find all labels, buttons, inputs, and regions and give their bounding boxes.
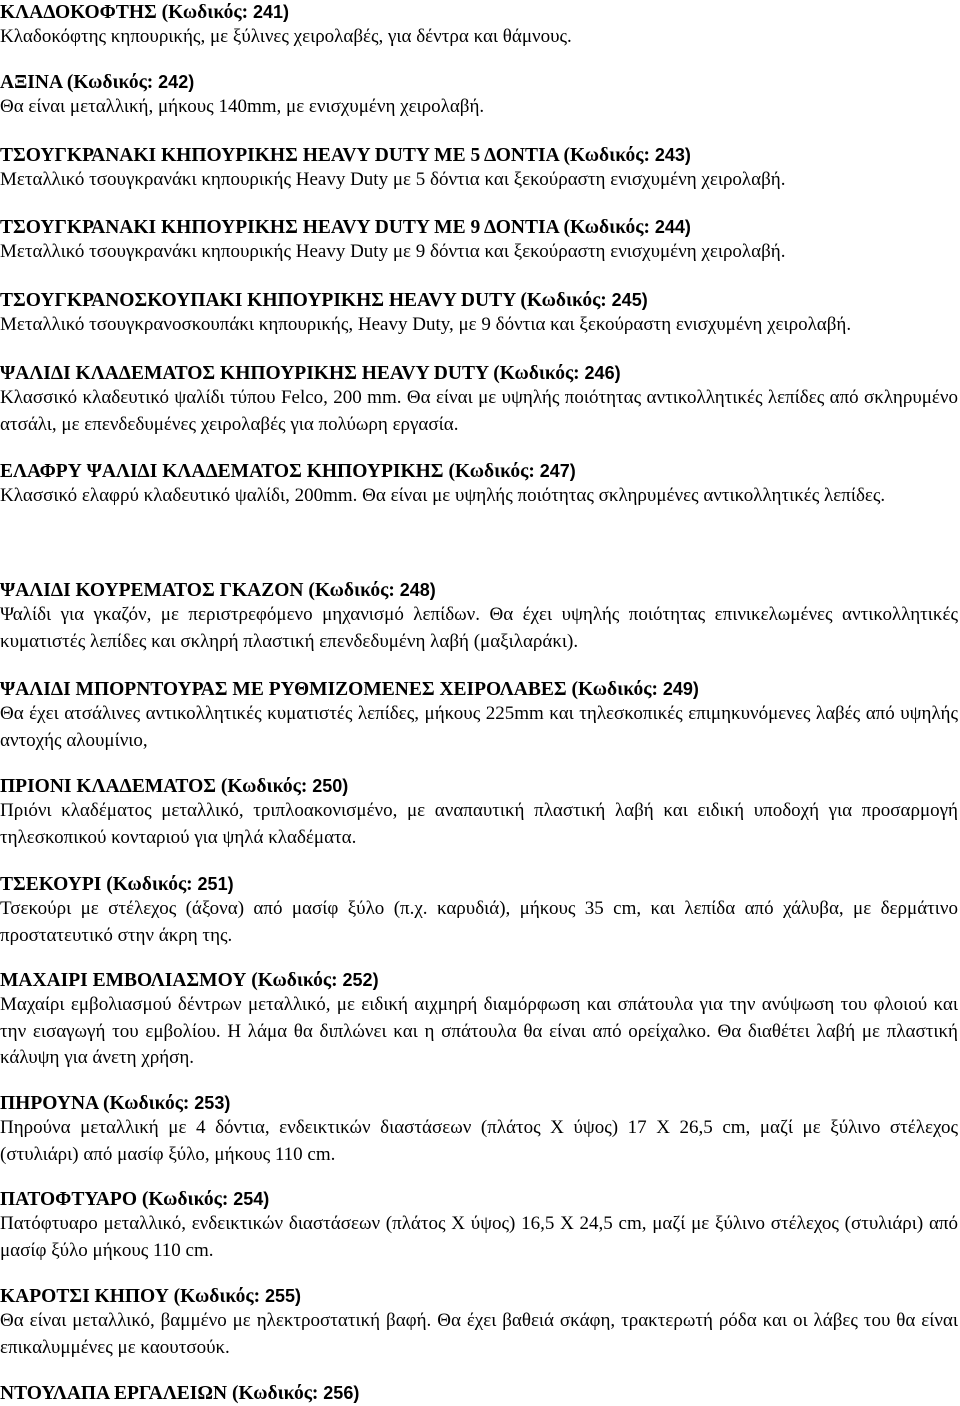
item-code: 243) [654,145,691,165]
item-code: 255) [265,1286,302,1306]
item-name: ΚΛΑΔΟΚΟΦΤΗΣ [0,2,157,23]
list-item [0,1187,958,1264]
item-code-label: (Κωδικός: [141,1189,234,1210]
item-description: Κλασσικό ελαφρύ κλαδευτικό ψαλίδι, 200mm. Θα είναι με υψηλής ποιότητας σκληρυμένες αντικολλητικές λεπίδες. [0,485,886,506]
item-name: ΤΣΟΥΓΚΡΑΝΑΚΙ ΚΗΠΟΥΡΙΚΗΣ HEAVY DUTY ΜΕ 5 ΔΟΝΤΙΑ [0,145,559,166]
list-item [0,1284,958,1361]
item-code-label: (Κωδικός: [66,72,159,93]
item-heading [0,1284,958,1308]
item-heading [0,143,958,167]
item-code: 241) [252,2,289,22]
item-code: 242) [158,72,195,92]
item-code: 254) [233,1189,270,1209]
list-item [0,70,958,121]
item-code: 244) [654,217,691,237]
item-description: Μαχαίρι εμβολιασμού δέντρων μεταλλικό, με ειδική αιχμηρή διαμόρφωση και σπάτουλα για την ανύψωση του φλοιού και την εισαγωγή του εμβολίου. Η λάμα θα διπλώνει και η σπάτουλα θα είναι από ορείχαλκο. Θα διαθέτει λαβή με πλαστική κάλυψη για άνετη χρήση. [0,994,958,1068]
item-code-label: (Κωδικός: [563,145,655,166]
item-heading [0,361,958,385]
item-heading [0,1187,958,1211]
item-code: 249) [662,679,699,699]
item-code: 245) [611,290,648,310]
item-name: ΕΛΑΦΡΥ ΨΑΛΙΔΙ ΚΛΑΔΕΜΑΤΟΣ ΚΗΠΟΥΡΙΚΗΣ [0,461,444,482]
item-name: ΠΑΤΟΦΤΥΑΡΟ [0,1189,137,1210]
item-name: ΨΑΛΙΔΙ ΚΟΥΡΕΜΑΤΟΣ ΓΚΑΖΟΝ [0,580,304,601]
item-heading [0,968,958,992]
list-item [0,1091,958,1168]
item-name: ΤΣΟΥΓΚΡΑΝΟΣΚΟΥΠΑΚΙ ΚΗΠΟΥΡΙΚΗΣ HEAVY DUTY [0,290,516,311]
item-description: Πριόνι κλαδέματος μεταλλικό, τριπλοακονισμένο, με αναπαυτική πλαστική λαβή και ειδική υποδοχή για προσαρμογή τηλεσκοπικού κονταριού για ψηλά κλαδέματα. [0,800,958,848]
item-code-label: (Κωδικός: [102,1093,195,1114]
item-heading [0,215,958,239]
item-heading [0,459,958,483]
item-name: ΑΞΙΝΑ [0,72,62,93]
item-description: Θα είναι μεταλλικό, βαμμένο με ηλεκτροστατική βαφή. Θα έχει βαθειά σκάφη, τρακτερωτή ρόδα και οι λάβες του θα είναι επικαλυμμένες με καουτσούκ. [0,1310,958,1358]
item-description: Τσεκούρι με στέλεχος (άξονα) από μασίφ ξύλο (π.χ. καρυδιά), μήκους 35 cm, και λεπίδα από χάλυβα, με δερμάτινο προστατευτικό στην άκρη της. [0,898,958,946]
item-code-label: (Κωδικός: [308,580,400,601]
item-name: ΝΤΟΥΛΑΠΑ ΕΡΓΑΛΕΙΩΝ [0,1383,228,1404]
item-heading [0,872,958,896]
item-code: 253) [194,1093,231,1113]
item-code: 248) [399,580,436,600]
item-code: 246) [584,363,621,383]
list-item [0,872,958,949]
item-heading [0,0,958,24]
item-heading [0,288,958,312]
item-description: Κλασσικό κλαδευτικό ψαλίδι τύπου Felco, 200 mm. Θα είναι με υψηλής ποιότητας αντικολλητικές λεπίδες από σκληρυμένο ατσάλι, με επενδεδυμένες χειρολαβές για πολύωρη εργασία. [0,387,958,435]
item-code-label: (Κωδικός: [251,970,343,991]
item-code-label: (Κωδικός: [106,874,198,895]
list-item [0,578,958,655]
item-description: Μεταλλικό τσουγκρανάκι κηπουρικής Heavy Duty με 9 δόντια και ξεκούραστη ενισχυμένη χειρολαβή. [0,241,786,262]
item-description: Ψαλίδι για γκαζόν, με περιστρεφόμενο μηχανισμό λεπίδων. Θα έχει υψηλής ποιότητας επινικελωμένες αντικολλητικές κυματιστές λεπίδες και σκληρή πλαστική επενδεδυμένη λαβή (μαξιλαράκι). [0,604,958,652]
item-name: ΤΣΟΥΓΚΡΑΝΑΚΙ ΚΗΠΟΥΡΙΚΗΣ HEAVY DUTY ΜΕ 9 ΔΟΝΤΙΑ [0,217,559,238]
item-code: 256) [323,1383,360,1403]
item-heading [0,1091,958,1115]
item-code-label: (Κωδικός: [448,461,540,482]
list-item [0,0,958,51]
item-heading [0,578,958,602]
item-code-label: (Κωδικός: [231,1383,324,1404]
item-name: ΨΑΛΙΔΙ ΜΠΟΡΝΤΟΥΡΑΣ ΜΕ ΡΥΘΜΙΖΟΜΕΝΕΣ ΧΕΙΡΟΛΑΒΕΣ [0,679,567,700]
list-item [0,288,958,339]
item-heading [0,677,958,701]
item-heading [0,1381,958,1405]
item-code-label: (Κωδικός: [220,776,313,797]
item-code-label: (Κωδικός: [173,1286,265,1307]
list-item [0,361,958,438]
item-code-label: (Κωδικός: [563,217,655,238]
item-code-label: (Κωδικός: [571,679,663,700]
item-description: Θα είναι μεταλλική, μήκους 140mm, με ενισχυμένη χειρολαβή. [0,96,485,117]
list-item [0,1381,958,1405]
item-description: Θα έχει ατσάλινες αντικολλητικές κυματιστές λεπίδες, μήκους 225mm και τηλεσκοπικές επιμηκυνόμενες λαβές από υψηλής αντοχής αλουμίνιο, [0,703,958,751]
item-description: Κλαδοκόφτης κηπουρικής, με ξύλινες χειρολαβές, για δέντρα και θάμνους. [0,26,572,47]
item-description: Μεταλλικό τσουγκρανάκι κηπουρικής Heavy Duty με 5 δόντια και ξεκούραστη ενισχυμένη χειρολαβή. [0,169,786,190]
item-name: ΤΣΕΚΟΥΡΙ [0,874,102,895]
item-name: ΠΗΡΟΥΝΑ [0,1093,99,1114]
item-name: ΜΑΧΑΙΡΙ ΕΜΒΟΛΙΑΣΜΟΥ [0,970,247,991]
item-heading [0,774,958,798]
list-item [0,968,958,1072]
item-code: 252) [342,970,379,990]
list-item [0,143,958,194]
list-item [0,677,958,754]
item-code: 250) [312,776,349,796]
item-description: Πηρούνα μεταλλική με 4 δόντια, ενδεικτικών διαστάσεων (πλάτος Χ ύψος) 17 Χ 26,5 cm, μαζί με ξύλινο στέλεχος (στυλιάρι) από μασίφ ξύλο, μήκους 110 cm. [0,1117,958,1165]
item-code: 247) [539,461,576,481]
item-description: Μεταλλικό τσουγκρανοσκουπάκι κηπουρικής, Heavy Duty, με 9 δόντια και ξεκούραστη ενισχυμένη χειρολαβή. [0,314,852,335]
item-description: Πατόφτυαρο μεταλλικό, ενδεικτικών διαστάσεων (πλάτος Χ ύψος) 16,5 Χ 24,5 cm, μαζί με ξύλινο στέλεχος (στυλιάρι) από μασίφ ξύλο μήκους 110 cm. [0,1213,958,1261]
list-item [0,459,958,510]
item-name: ΠΡΙΟΝΙ ΚΛΑΔΕΜΑΤΟΣ [0,776,217,797]
item-name: ΚΑΡΟΤΣΙ ΚΗΠΟΥ [0,1286,169,1307]
list-item [0,774,958,851]
item-code-label: (Κωδικός: [520,290,612,311]
item-code-label: (Κωδικός: [493,363,585,384]
item-code-label: (Κωδικός: [161,2,253,23]
item-heading [0,70,958,94]
item-name: ΨΑΛΙΔΙ ΚΛΑΔΕΜΑΤΟΣ ΚΗΠΟΥΡΙΚΗΣ HEAVY DUTY [0,363,489,384]
item-code: 251) [197,874,234,894]
list-item [0,215,958,266]
